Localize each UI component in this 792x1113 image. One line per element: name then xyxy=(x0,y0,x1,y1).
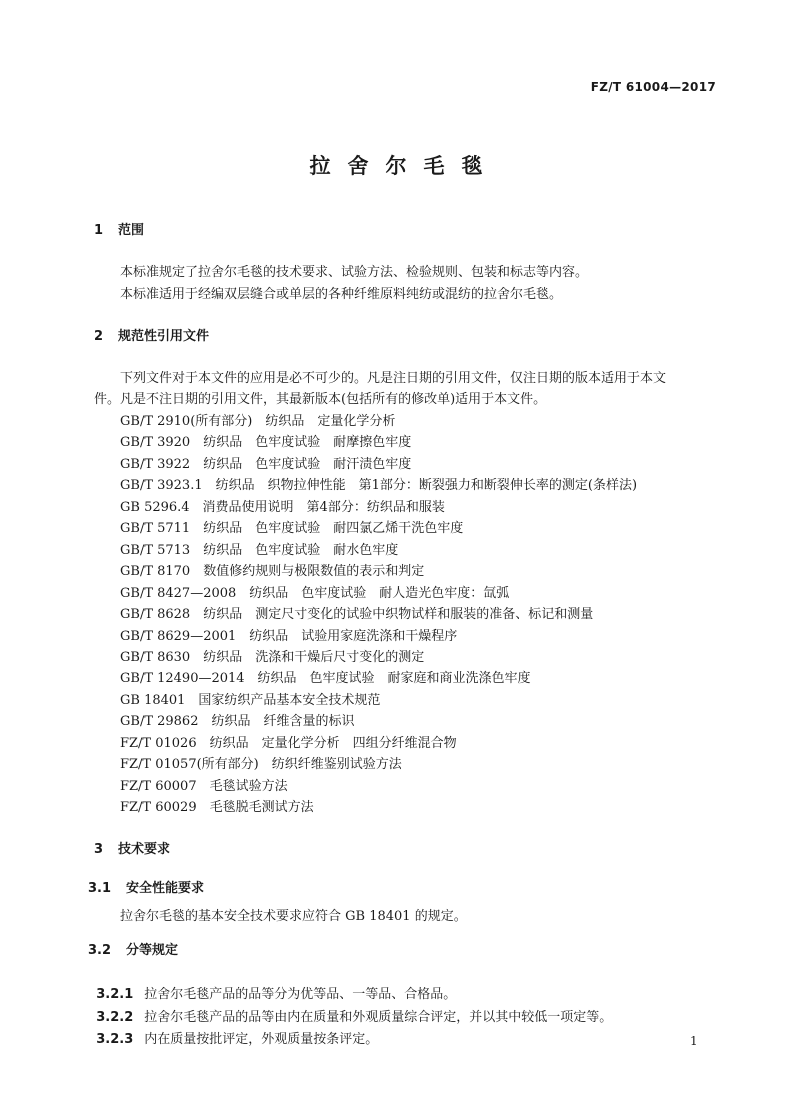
clause-number: 3.2.2 xyxy=(96,1010,134,1025)
reference-item: GB/T 29862 纺织品 纤维含量的标识 xyxy=(120,714,355,729)
section-1-heading xyxy=(94,219,144,238)
clause-text: 拉舍尔毛毯产品的品等由内在质量和外观质量综合评定，并以其中较低一项定等。 xyxy=(144,1010,613,1025)
clause-text: 内在质量按批评定，外观质量按条评定。 xyxy=(144,1032,379,1047)
section-title: 规范性引用文件 xyxy=(118,329,210,344)
subsection-number: 3.1 xyxy=(88,881,112,896)
section-3-heading xyxy=(94,838,170,857)
reference-item: GB/T 8628 纺织品 测定尺寸变化的试验中织物试样和服装的准备、标记和测量 xyxy=(120,607,594,622)
reference-item: GB/T 12490—2014 纺织品 色牢度试验 耐家庭和商业洗涤色牢度 xyxy=(120,671,531,686)
scope-paragraph-1: 本标准规定了拉舍尔毛毯的技术要求、试验方法、检验规则、包装和标志等内容。 xyxy=(120,265,589,280)
clause-number: 3.2.3 xyxy=(96,1032,134,1047)
section-title: 技术要求 xyxy=(118,842,171,857)
reference-item: FZ/T 60007 毛毯试验方法 xyxy=(120,779,288,794)
reference-item: GB/T 8630 纺织品 洗涤和干燥后尺寸变化的测定 xyxy=(120,650,425,665)
reference-item: FZ/T 01026 纺织品 定量化学分析 四组分纤维混合物 xyxy=(120,736,457,751)
reference-item: FZ/T 01057(所有部分) 纺织纤维鉴别试验方法 xyxy=(120,757,402,772)
reference-item: GB/T 8170 数值修约规则与极限数值的表示和判定 xyxy=(120,564,425,579)
reference-item: GB/T 2910(所有部分) 纺织品 定量化学分析 xyxy=(120,414,396,429)
reference-item: GB/T 3923.1 纺织品 织物拉伸性能 第1部分：断裂强力和断裂伸长率的测定(条样法) xyxy=(120,478,638,493)
reference-item: GB 5296.4 消费品使用说明 第4部分：纺织品和服装 xyxy=(120,500,445,515)
reference-item: GB/T 5713 纺织品 色牢度试验 耐水色牢度 xyxy=(120,543,399,558)
normative-intro-line-2: 件。凡是不注日期的引用文件，其最新版本(包括所有的修改单)适用于本文件。 xyxy=(94,392,547,407)
subsection-number: 3.2 xyxy=(88,943,112,958)
section-2-heading xyxy=(94,325,209,344)
page-number: 1 xyxy=(690,1034,698,1048)
clause-number: 3.2.1 xyxy=(96,987,134,1002)
subsection-3-1-heading xyxy=(88,877,204,896)
section-number: 3 xyxy=(94,842,104,857)
safety-requirement-text: 拉舍尔毛毯的基本安全技术要求应符合 GB 18401 的规定。 xyxy=(120,909,467,924)
document-code: FZ/T 61004—2017 xyxy=(590,80,716,94)
reference-item: GB 18401 国家纺织产品基本安全技术规范 xyxy=(120,693,381,708)
section-number: 2 xyxy=(94,329,104,344)
clause-text: 拉舍尔毛毯产品的品等分为优等品、一等品、合格品。 xyxy=(144,987,457,1002)
section-title: 范围 xyxy=(118,223,145,238)
page-title: 拉舍尔毛毯 xyxy=(309,154,500,178)
reference-item: FZ/T 60029 毛毯脱毛测试方法 xyxy=(120,800,314,815)
normative-intro-line-1: 下列文件对于本文件的应用是必不可少的。凡是注日期的引用文件，仅注日期的版本适用于本文 xyxy=(120,371,667,386)
section-number: 1 xyxy=(94,223,104,238)
reference-item: GB/T 8629—2001 纺织品 试验用家庭洗涤和干燥程序 xyxy=(120,629,458,644)
clause-3-2-3 xyxy=(88,1013,378,1047)
reference-item: GB/T 5711 纺织品 色牢度试验 耐四氯乙烯干洗色牢度 xyxy=(120,521,464,536)
reference-item: GB/T 3922 纺织品 色牢度试验 耐汗渍色牢度 xyxy=(120,457,412,472)
subsection-3-2-heading xyxy=(88,939,178,958)
subsection-title: 分等规定 xyxy=(126,943,179,958)
subsection-title: 安全性能要求 xyxy=(126,881,205,896)
reference-item: GB/T 3920 纺织品 色牢度试验 耐摩擦色牢度 xyxy=(120,435,412,450)
scope-paragraph-2: 本标准适用于经编双层缝合或单层的各种纤维原料纯纺或混纺的拉舍尔毛毯。 xyxy=(120,287,563,302)
reference-item: GB/T 8427—2008 纺织品 色牢度试验 耐人造光色牢度：氙弧 xyxy=(120,586,510,601)
